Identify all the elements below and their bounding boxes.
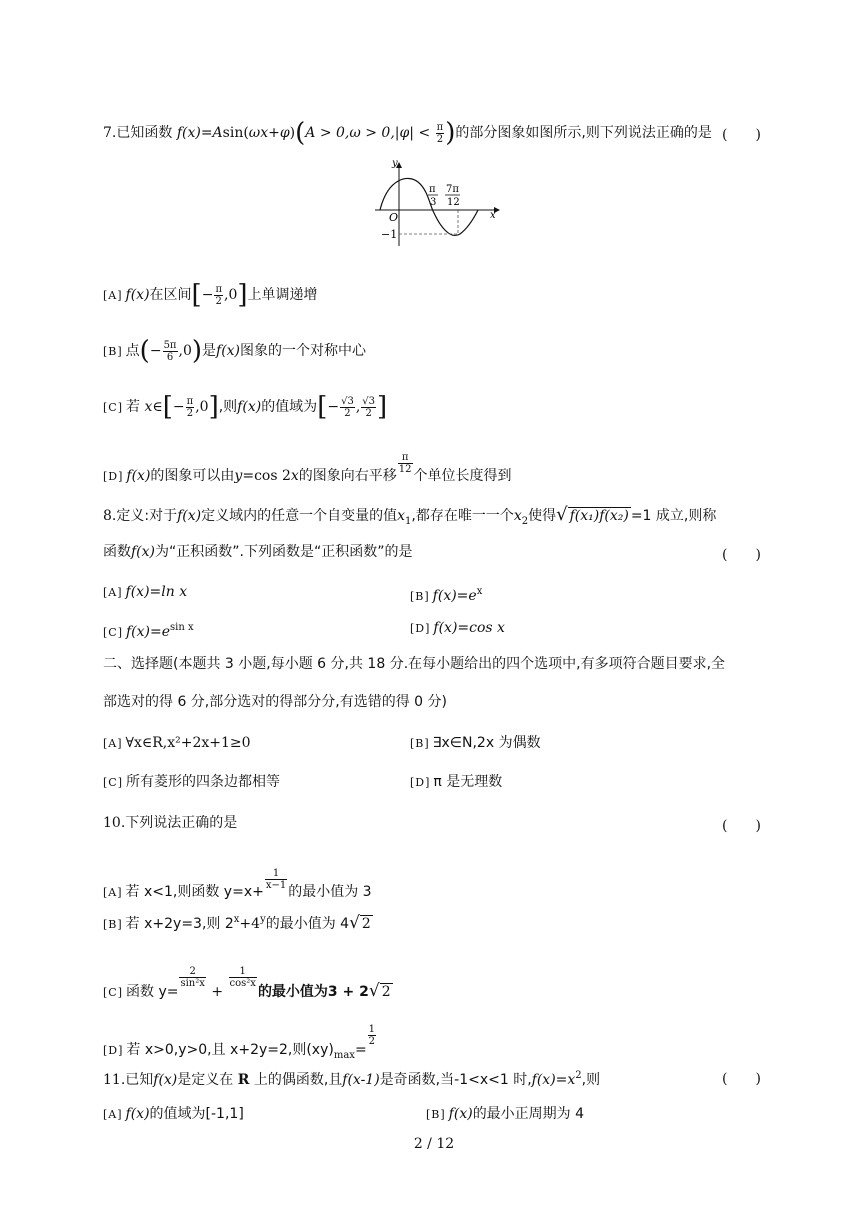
q10-option-a: [A] 若 x<1,则函数 y=x+ $\frac{1}{x-1}$ 的最小值为 3 bbox=[103, 868, 372, 900]
q8-stem-line2: 函数f(x)为“正积函数”.下列函数是“正积函数”的是 bbox=[103, 544, 413, 560]
q8-option-b: [B] $f(x)=e^x$ bbox=[410, 586, 483, 604]
section2-header-line2: 部选对的得 6 分,部分选对的得部分分,有选错的得 0 分) bbox=[103, 694, 447, 710]
q8-option-a: [A] f(x)=ln x bbox=[103, 584, 188, 600]
origin-label: O bbox=[389, 211, 399, 224]
tick1-num: π bbox=[429, 184, 436, 195]
q11-option-b: [B] f(x)的最小正周期为 4 bbox=[426, 1106, 585, 1122]
q8-stem-line1: 8.定义:对于f(x)定义域内的任意一个自变量的值$x_1$,都存在唯一一个$x_2$使得√ f(x₁)f(x₂) =1 成立,则称 bbox=[103, 504, 717, 527]
q9-option-a: [A] ∀x∈R,x²+2x+1≥0 bbox=[103, 735, 251, 751]
q7-option-a: [A] f(x)在区间[− $\frac{\pi}{2}$ ,0]上单调递增 bbox=[103, 280, 318, 310]
x-axis-label: x bbox=[490, 210, 496, 221]
section2-header-line1: 二、选择题(本题共 3 小题,每小题 6 分,共 18 分.在每小题给出的四个选项中,有多项符合题目要求,全 bbox=[103, 656, 726, 672]
tick1-den: 3 bbox=[430, 197, 437, 208]
y-axis-label: y bbox=[392, 158, 398, 169]
q8-answer-paren: ( ) bbox=[722, 547, 761, 563]
q9-option-c: [C] 所有菱形的四条边都相等 bbox=[103, 774, 280, 790]
tick2-den: 12 bbox=[447, 197, 460, 208]
q7-option-c: [C] 若 x∈[− $\frac{\pi}{2}$ ,0],则f(x)的值域为[− $\frac{√3}{2}$ , $\frac{√3}{2}$ ] bbox=[103, 392, 388, 422]
q11-stem: 11.已知f(x)是定义在 R 上的偶函数,且f(x-1)是奇函数,当-1<x<1 时$,f(x)=x^2$,则 bbox=[103, 1070, 601, 1088]
q9-option-b: [B] ∃x∈N,2x 为偶数 bbox=[410, 735, 541, 751]
q7-option-b: [B] 点(− $\frac{5\pi}{6}$ ,0)是f(x)图象的一个对称中心 bbox=[103, 336, 367, 366]
q8-option-c: [C] $f(x)=e^{sin x}$ bbox=[103, 622, 194, 640]
q10-stem: 10.下列说法正确的是 bbox=[103, 815, 238, 831]
tick2-num: 7π bbox=[446, 184, 459, 195]
q10-option-c: [C] 函数 y= $\frac{2}{\text{sin²x}}$ + $\frac{1}{\text{cos²x}}$ 的最小值为3 + 2√ 2 bbox=[103, 966, 391, 1001]
q7-answer-paren: ( ) bbox=[722, 127, 761, 143]
q11-option-a: [A] f(x)的值域为[-1,1] bbox=[103, 1106, 244, 1122]
q7-number: 7. bbox=[103, 125, 117, 141]
q7-sine-graph bbox=[370, 158, 505, 248]
q10-answer-paren: ( ) bbox=[722, 818, 761, 834]
min-label: −1 bbox=[381, 228, 398, 241]
q7-option-d: [D] f(x)的图象可以由y=cos 2x的图象向右平移 $\frac{\pi}{12}$ 个单位长度得到 bbox=[103, 452, 512, 484]
q10-option-b: [B] 若 x+2y=3,则 $2^x+4^y$的最小值为 4√ 2 bbox=[103, 913, 371, 933]
q11-answer-paren: ( ) bbox=[722, 1071, 761, 1087]
q8-option-d: [D] f(x)=cos x bbox=[410, 620, 505, 636]
q10-option-d: [D] 若 x>0,y>0,且 x+2y=2,则$(xy)_{max}=$ $\frac{1}{2}$ bbox=[103, 1024, 376, 1061]
page-number: 2 / 12 bbox=[413, 1136, 455, 1152]
q7-stem: 7.已知函数 f(x)=Asin(ωx+φ)(A > 0,ω > 0,|φ| < $\frac{\pi}{2}$ )的部分图象如图所示,则下列说法正确的是 bbox=[103, 118, 712, 148]
q9-option-d: [D] π 是无理数 bbox=[410, 774, 503, 790]
